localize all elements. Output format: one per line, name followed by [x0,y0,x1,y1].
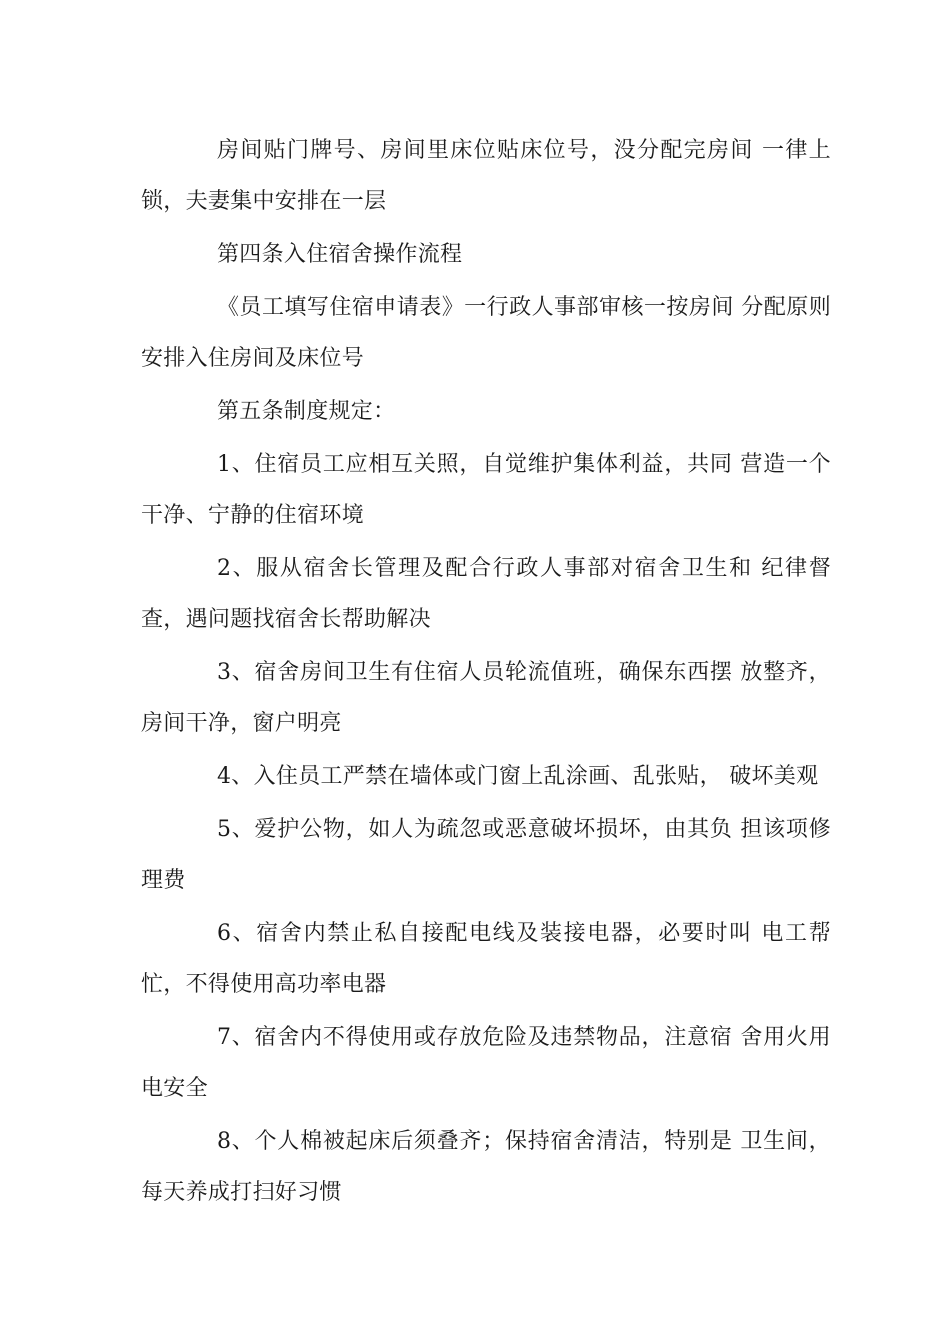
rule-5: 5、爱护公物，如人为疏忽或恶意破坏损坏，由其负 担该项修理费 [141,817,831,893]
rule-3: 3、宿舍房间卫生有住宿人员轮流值班，确保东西摆 放整齐，房间干净，窗户明亮 [141,660,831,736]
paragraph-checkin-flow: 《员工填写住宿申请表》一行政人事部审核一按房间 分配原则安排入住房间及床位号 [141,295,831,371]
article-4-heading: 第四条入住宿舍操作流程 [217,242,463,267]
article-5-heading: 第五条制度规定： [217,399,396,424]
paragraph-room-labels: 房间贴门牌号、房间里床位贴床位号，没分配完房间 一律上锁，夫妻集中安排在一层 [141,138,831,214]
rule-4: 4、入住员工严禁在墙体或门窗上乱涂画、乱张贴， 破坏美观 [217,764,819,789]
document-body [141,125,831,1220]
rule-1: 1、住宿员工应相互关照，自觉维护集体利益，共同 营造一个干净、宁静的住宿环境 [141,452,831,528]
rule-8: 8、个人棉被起床后须叠齐；保持宿舍清洁，特别是 卫生间，每天养成打扫好习惯 [141,1129,831,1205]
rule-6: 6、宿舍内禁止私自接配电线及装接电器，必要时叫 电工帮忙，不得使用高功率电器 [141,921,831,997]
rule-2: 2、服从宿舍长管理及配合行政人事部对宿舍卫生和 纪律督查，遇问题找宿舍长帮助解决 [141,556,831,632]
rule-7: 7、宿舍内不得使用或存放危险及违禁物品，注意宿 舍用火用电安全 [141,1025,831,1101]
